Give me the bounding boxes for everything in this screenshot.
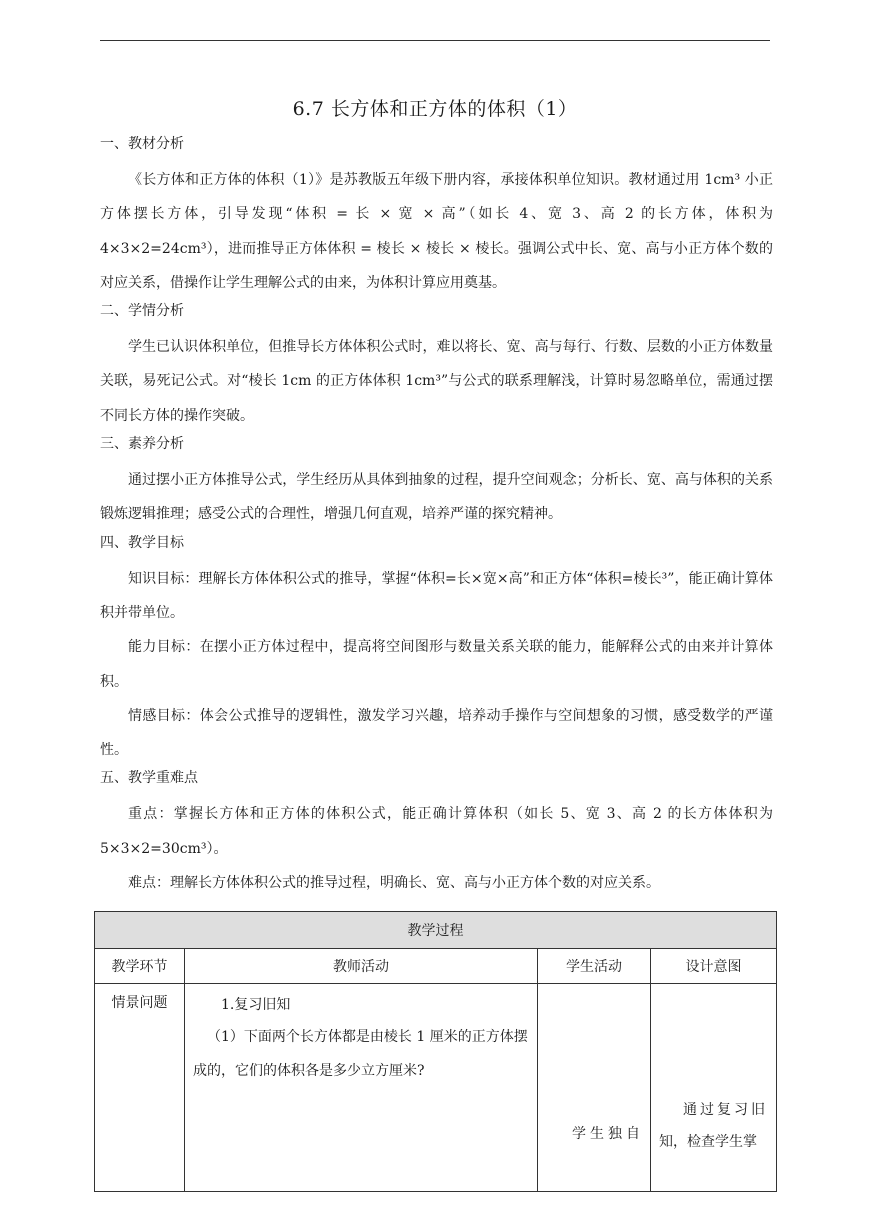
top-rule [100,40,770,41]
paragraph: 情感目标：体会公式推导的逻辑性，激发学习兴趣，培养动手操作与空间想象的习惯，感受数学的严谨性。 [100,707,773,759]
teacher-activity-cell [185,984,538,1192]
section-heading: 四、教学目标 [100,534,184,551]
paragraph: 学生已认识体积单位，但推导长方体体积公式时，难以将长、宽、高与每行、行数、层数的小正方体数量关联，易死记公式。对“棱长 1cm 的正方体体积 1cm³”与公式的联系理解浅，计算时易忽略单位，需通过摆不同长方体的操作突破。 [100,339,773,424]
column-header: 教师活动 [185,949,538,984]
student-activity-cell [538,984,651,1192]
paragraph: 《长方体和正方体的体积（1）》是苏教版五年级下册内容，承接体积单位知识。教材通过用 1cm³ 小正方体摆长方体，引导发现“体积 = 长 × 宽 × 高”（如长 4、宽 3、高 2 的长方体，体积为 4×3×2=24cm³），进而推导正方体体积 = 棱长 × 棱长 × 棱长。强调公式中长、宽、高与小正方体个数的对应关系，借操作让学生理解公式的由来，为体积计算应用奠基。 [100,172,773,291]
table-caption: 教学过程 [95,912,777,949]
design-intent-line: 通过复习旧 [683,1102,768,1118]
column-header: 教学环节 [95,949,185,984]
page-title: 6.7 长方体和正方体的体积（1） [292,98,578,120]
stage-cell: 情景问题 [95,984,185,1192]
column-header: 学生活动 [538,949,651,984]
table-row [95,984,777,1192]
teacher-activity-line: （1）下面两个长方体都是由棱长 1 厘米的正方体摆成的，它们的体积各是多少立方厘米? [193,1029,528,1079]
section-heading: 一、教材分析 [100,136,184,152]
paragraph: 能力目标：在摆小正方体过程中，提高将空间图形与数量关系关联的能力，能解释公式的由来并计算体积。 [100,639,773,690]
teaching-process-table [94,911,777,1192]
section-heading: 五、教学重难点 [100,770,198,787]
section-heading: 三、素养分析 [100,436,184,453]
design-intent-line: 知，检查学生掌 [659,1134,757,1150]
paragraph: 知识目标：理解长方体体积公式的推导，掌握“体积=长×宽×高”和正方体“体积=棱长³”，能正确计算体积并带单位。 [100,570,773,621]
student-activity-text: 学生独自 [572,1126,644,1142]
paragraph: 难点：理解长方体体积公式的推导过程，明确长、宽、高与小正方体个数的对应关系。 [128,875,660,892]
document-body [100,132,773,900]
paragraph: 通过摆小正方体推导公式，学生经历从具体到抽象的过程，提升空间观念；分析长、宽、高与体积的关系锻炼逻辑推理；感受公式的合理性，增强几何直观，培养严谨的探究精神。 [100,472,773,523]
column-header: 设计意图 [651,949,777,984]
design-intent-cell [651,984,777,1192]
paragraph: 重点：掌握长方体和正方体的体积公式，能正确计算体积（如长 5、宽 3、高 2 的长方体体积为 5×3×2=30cm³）。 [100,806,773,857]
section-heading: 二、学情分析 [100,303,184,320]
teacher-activity-line: 1.复习旧知 [221,997,291,1013]
